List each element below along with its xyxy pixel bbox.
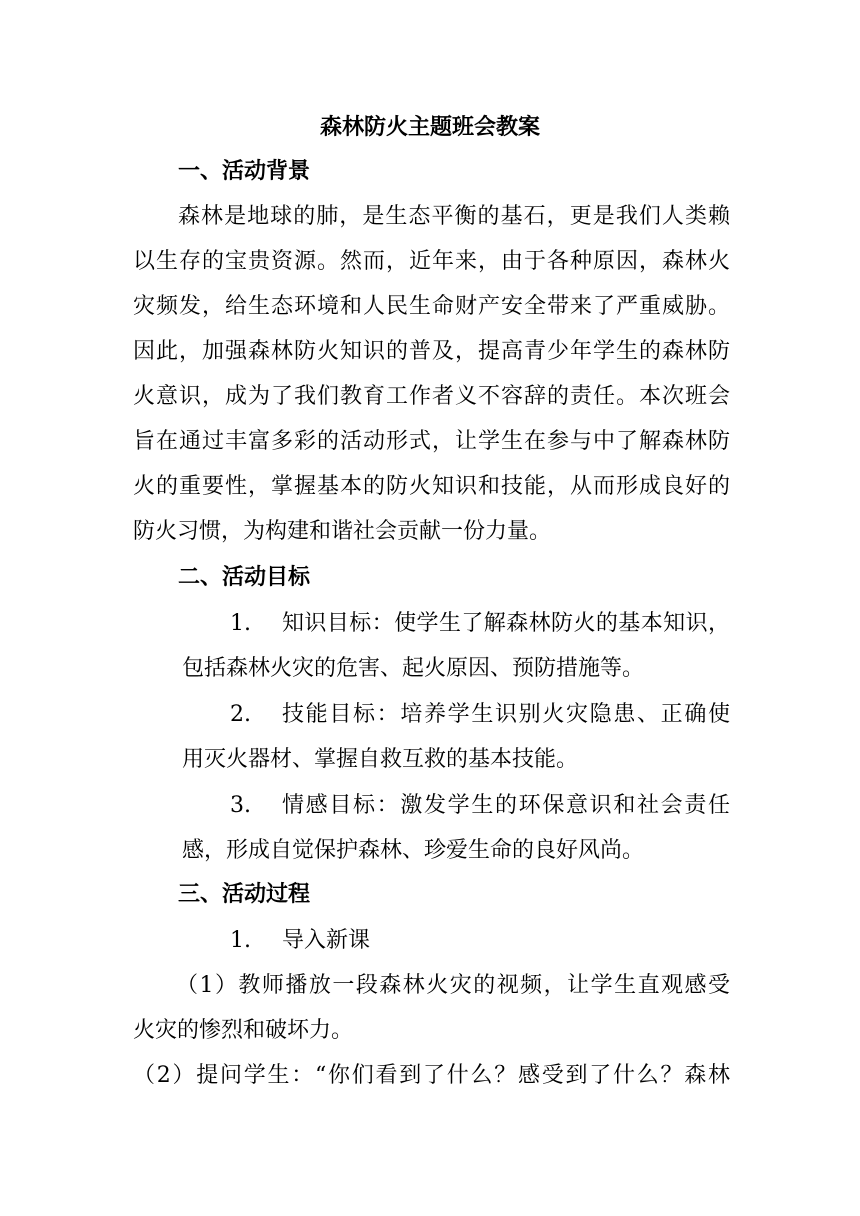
paragraph-line: 森林是地球的肺，是生态平衡的基石，更是我们人类赖 — [178, 204, 730, 229]
list-item-text: 感，形成自觉保护森林、珍爱生命的良好风尚。 — [182, 838, 645, 863]
paragraph-line: 防火习惯，为构建和谐社会贡献一份力量。 — [133, 519, 552, 544]
list-item-number: 1. — [230, 928, 251, 953]
list-item-text: 知识目标：使学生了解森林防火的基本知识， — [282, 611, 730, 636]
paragraph-line: （2）提问学生：“你们看到了什么？感受到了什么？森林 — [133, 1063, 730, 1088]
paragraph-line: 旨在通过丰富多彩的活动形式，让学生在参与中了解森林防 — [133, 429, 730, 454]
paragraph-line: 灾频发，给生态环境和人民生命财产安全带来了严重威胁。 — [133, 294, 730, 319]
list-item-text: 情感目标：激发学生的环保意识和社会责任 — [282, 793, 730, 818]
list-item-number: 3. — [230, 793, 251, 818]
list-item-text: 用灭火器材、掌握自救互救的基本技能。 — [182, 747, 579, 772]
paragraph-line: 火的重要性，掌握基本的防火知识和技能，从而形成良好的 — [133, 474, 730, 499]
document-title: 森林防火主题班会教案 — [319, 115, 540, 140]
list-item-text: 导入新课 — [282, 928, 371, 953]
section-heading-background: 一、活动背景 — [178, 159, 311, 184]
section-heading-objectives: 二、活动目标 — [178, 565, 311, 590]
paragraph-line: 火灾的惨烈和破坏力。 — [133, 1018, 354, 1043]
list-item-text: 技能目标：培养学生识别火灾隐患、正确使 — [282, 702, 730, 727]
paragraph-line: 因此，加强森林防火知识的普及，提高青少年学生的森林防 — [133, 339, 730, 364]
paragraph-line: 火意识，成为了我们教育工作者义不容辞的责任。本次班会 — [133, 384, 730, 409]
paragraph-line: （1）教师播放一段森林火灾的视频，让学生直观感受 — [176, 973, 730, 998]
list-item-number: 2. — [230, 702, 251, 727]
section-heading-process: 三、活动过程 — [178, 882, 311, 907]
paragraph-line: 以生存的宝贵资源。然而，近年来，由于各种原因，森林火 — [133, 249, 730, 274]
list-item-number: 1. — [230, 611, 251, 636]
list-item-text: 包括森林火灾的危害、起火原因、预防措施等。 — [182, 656, 645, 681]
